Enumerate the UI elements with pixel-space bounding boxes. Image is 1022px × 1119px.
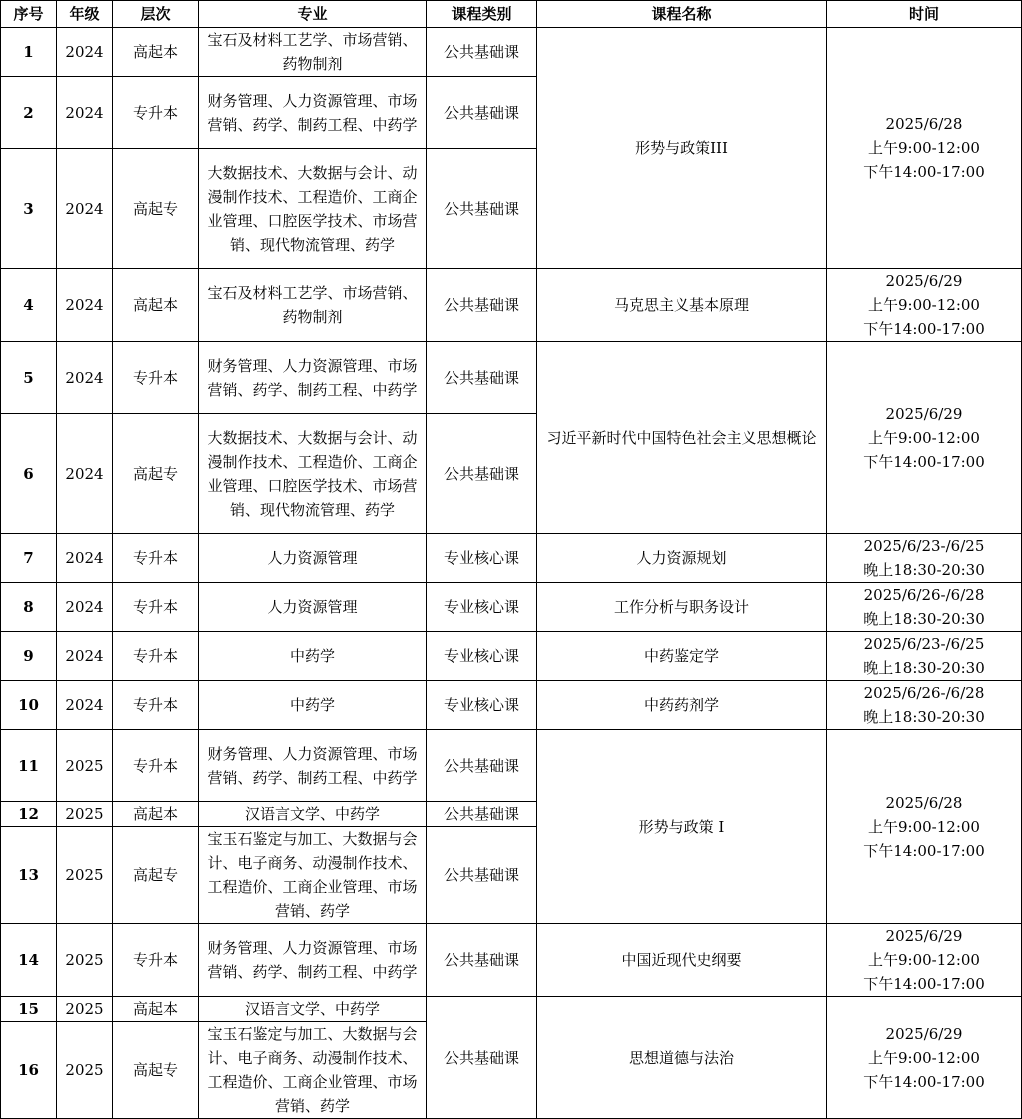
table-row bbox=[1, 28, 1022, 77]
exam-time bbox=[827, 28, 1022, 269]
row-level: 高起专 bbox=[113, 827, 199, 924]
header-major: 专业 bbox=[199, 1, 427, 28]
row-level: 高起专 bbox=[113, 414, 199, 534]
row-grade: 2025 bbox=[57, 1022, 113, 1119]
course-name: 形势与政策III bbox=[537, 28, 827, 269]
row-level: 高起本 bbox=[113, 997, 199, 1022]
table-row bbox=[1, 269, 1022, 342]
time-evening: 晚上18:30-20:30 bbox=[863, 659, 985, 677]
row-index: 2 bbox=[1, 77, 57, 149]
row-grade: 2024 bbox=[57, 342, 113, 414]
row-level: 专升本 bbox=[113, 534, 199, 583]
row-category: 公共基础课 bbox=[427, 997, 537, 1119]
time-morning: 上午9:00-12:00 bbox=[868, 817, 980, 836]
row-grade: 2024 bbox=[57, 534, 113, 583]
course-name: 人力资源规划 bbox=[537, 534, 827, 583]
time-afternoon: 下午14:00-17:00 bbox=[863, 841, 985, 860]
row-major: 财务管理、人力资源管理、市场营销、药学、制药工程、中药学 bbox=[199, 730, 427, 802]
row-category: 公共基础课 bbox=[427, 924, 537, 997]
row-grade: 2024 bbox=[57, 77, 113, 149]
time-date: 2025/6/29 bbox=[885, 927, 963, 945]
table-row bbox=[1, 681, 1022, 730]
row-major: 中药学 bbox=[199, 681, 427, 730]
time-date: 2025/6/29 bbox=[885, 272, 963, 290]
course-name: 工作分析与职务设计 bbox=[537, 583, 827, 632]
row-grade: 2024 bbox=[57, 28, 113, 77]
row-major: 宝玉石鉴定与加工、大数据与会计、电子商务、动漫制作技术、工程造价、工商企业管理、市场营销、药学 bbox=[199, 1022, 427, 1119]
row-major: 财务管理、人力资源管理、市场营销、药学、制药工程、中药学 bbox=[199, 924, 427, 997]
exam-time bbox=[827, 997, 1022, 1119]
row-major: 汉语言文学、中药学 bbox=[199, 802, 427, 827]
row-major: 宝玉石鉴定与加工、大数据与会计、电子商务、动漫制作技术、工程造价、工商企业管理、市场营销、药学 bbox=[199, 827, 427, 924]
exam-time bbox=[827, 269, 1022, 342]
row-index: 4 bbox=[1, 269, 57, 342]
exam-time bbox=[827, 583, 1022, 632]
course-name: 中药药剂学 bbox=[537, 681, 827, 730]
time-date: 2025/6/26-/6/28 bbox=[863, 586, 985, 604]
exam-time bbox=[827, 632, 1022, 681]
header-index: 序号 bbox=[1, 1, 57, 28]
time-morning: 上午9:00-12:00 bbox=[868, 139, 980, 157]
table-row bbox=[1, 632, 1022, 681]
table-row bbox=[1, 583, 1022, 632]
row-level: 专升本 bbox=[113, 924, 199, 997]
row-major: 财务管理、人力资源管理、市场营销、药学、制药工程、中药学 bbox=[199, 77, 427, 149]
course-name: 习近平新时代中国特色社会主义思想概论 bbox=[537, 342, 827, 534]
row-grade: 2024 bbox=[57, 269, 113, 342]
table-row bbox=[1, 534, 1022, 583]
row-category: 公共基础课 bbox=[427, 730, 537, 802]
row-grade: 2025 bbox=[57, 827, 113, 924]
exam-time bbox=[827, 924, 1022, 997]
time-afternoon: 下午14:00-17:00 bbox=[863, 1072, 985, 1091]
time-afternoon: 下午14:00-17:00 bbox=[863, 163, 985, 181]
row-major: 大数据技术、大数据与会计、动漫制作技术、工程造价、工商企业管理、口腔医学技术、市场营销、现代物流管理、药学 bbox=[199, 414, 427, 534]
time-afternoon: 下午14:00-17:00 bbox=[863, 975, 985, 993]
row-grade: 2024 bbox=[57, 414, 113, 534]
row-major: 宝石及材料工艺学、市场营销、药物制剂 bbox=[199, 28, 427, 77]
header-grade: 年级 bbox=[57, 1, 113, 28]
row-major: 财务管理、人力资源管理、市场营销、药学、制药工程、中药学 bbox=[199, 342, 427, 414]
exam-time bbox=[827, 534, 1022, 583]
header-course: 课程名称 bbox=[537, 1, 827, 28]
row-index: 15 bbox=[1, 997, 57, 1022]
row-major: 宝石及材料工艺学、市场营销、药物制剂 bbox=[199, 269, 427, 342]
time-evening: 晚上18:30-20:30 bbox=[863, 610, 985, 628]
row-category: 公共基础课 bbox=[427, 827, 537, 924]
time-date: 2025/6/23-/6/25 bbox=[863, 635, 985, 653]
row-grade: 2024 bbox=[57, 583, 113, 632]
exam-time bbox=[827, 730, 1022, 924]
row-index: 5 bbox=[1, 342, 57, 414]
row-category: 公共基础课 bbox=[427, 77, 537, 149]
row-category: 公共基础课 bbox=[427, 269, 537, 342]
course-name: 中药鉴定学 bbox=[537, 632, 827, 681]
row-level: 专升本 bbox=[113, 632, 199, 681]
row-index: 10 bbox=[1, 681, 57, 730]
time-date: 2025/6/28 bbox=[885, 115, 963, 133]
exam-time bbox=[827, 342, 1022, 534]
time-evening: 晚上18:30-20:30 bbox=[863, 561, 985, 579]
course-name: 思想道德与法治 bbox=[537, 997, 827, 1119]
row-level: 高起本 bbox=[113, 802, 199, 827]
row-grade: 2024 bbox=[57, 681, 113, 730]
time-afternoon: 下午14:00-17:00 bbox=[863, 452, 985, 471]
row-index: 16 bbox=[1, 1022, 57, 1119]
row-index: 1 bbox=[1, 28, 57, 77]
row-grade: 2024 bbox=[57, 149, 113, 269]
table-row bbox=[1, 730, 1022, 802]
row-category: 公共基础课 bbox=[427, 414, 537, 534]
row-index: 14 bbox=[1, 924, 57, 997]
header-time: 时间 bbox=[827, 1, 1022, 28]
row-major: 人力资源管理 bbox=[199, 534, 427, 583]
row-index: 11 bbox=[1, 730, 57, 802]
row-level: 专升本 bbox=[113, 681, 199, 730]
header-level: 层次 bbox=[113, 1, 199, 28]
time-date: 2025/6/26-/6/28 bbox=[863, 684, 985, 702]
header-category: 课程类别 bbox=[427, 1, 537, 28]
row-index: 13 bbox=[1, 827, 57, 924]
row-index: 3 bbox=[1, 149, 57, 269]
time-date: 2025/6/23-/6/25 bbox=[863, 537, 985, 555]
course-name: 马克思主义基本原理 bbox=[537, 269, 827, 342]
row-major: 汉语言文学、中药学 bbox=[199, 997, 427, 1022]
row-index: 9 bbox=[1, 632, 57, 681]
row-level: 高起专 bbox=[113, 1022, 199, 1119]
table-row bbox=[1, 997, 1022, 1022]
row-category: 专业核心课 bbox=[427, 583, 537, 632]
row-category: 专业核心课 bbox=[427, 534, 537, 583]
course-name: 中国近现代史纲要 bbox=[537, 924, 827, 997]
time-date: 2025/6/29 bbox=[885, 404, 963, 423]
row-index: 12 bbox=[1, 802, 57, 827]
row-grade: 2024 bbox=[57, 632, 113, 681]
table-row bbox=[1, 924, 1022, 997]
row-level: 专升本 bbox=[113, 77, 199, 149]
row-category: 专业核心课 bbox=[427, 632, 537, 681]
row-category: 专业核心课 bbox=[427, 681, 537, 730]
row-level: 高起本 bbox=[113, 28, 199, 77]
row-major: 大数据技术、大数据与会计、动漫制作技术、工程造价、工商企业管理、口腔医学技术、市场营销、现代物流管理、药学 bbox=[199, 149, 427, 269]
row-category: 公共基础课 bbox=[427, 149, 537, 269]
time-morning: 上午9:00-12:00 bbox=[868, 428, 980, 447]
time-morning: 上午9:00-12:00 bbox=[868, 296, 980, 314]
row-grade: 2025 bbox=[57, 730, 113, 802]
row-category: 公共基础课 bbox=[427, 342, 537, 414]
row-index: 7 bbox=[1, 534, 57, 583]
row-grade: 2025 bbox=[57, 997, 113, 1022]
time-date: 2025/6/29 bbox=[885, 1024, 963, 1043]
row-level: 高起本 bbox=[113, 269, 199, 342]
course-name: 形势与政策 I bbox=[537, 730, 827, 924]
time-evening: 晚上18:30-20:30 bbox=[863, 708, 985, 726]
row-level: 专升本 bbox=[113, 730, 199, 802]
row-grade: 2025 bbox=[57, 802, 113, 827]
time-afternoon: 下午14:00-17:00 bbox=[863, 320, 985, 338]
row-major: 中药学 bbox=[199, 632, 427, 681]
row-level: 专升本 bbox=[113, 583, 199, 632]
row-level: 专升本 bbox=[113, 342, 199, 414]
table-row bbox=[1, 342, 1022, 414]
row-level: 高起专 bbox=[113, 149, 199, 269]
row-index: 6 bbox=[1, 414, 57, 534]
row-index: 8 bbox=[1, 583, 57, 632]
exam-time bbox=[827, 681, 1022, 730]
row-major: 人力资源管理 bbox=[199, 583, 427, 632]
time-morning: 上午9:00-12:00 bbox=[868, 1048, 980, 1067]
row-grade: 2025 bbox=[57, 924, 113, 997]
header-row bbox=[1, 1, 1022, 28]
row-category: 公共基础课 bbox=[427, 28, 537, 77]
time-morning: 上午9:00-12:00 bbox=[868, 951, 980, 969]
time-date: 2025/6/28 bbox=[885, 793, 963, 812]
row-category: 公共基础课 bbox=[427, 802, 537, 827]
